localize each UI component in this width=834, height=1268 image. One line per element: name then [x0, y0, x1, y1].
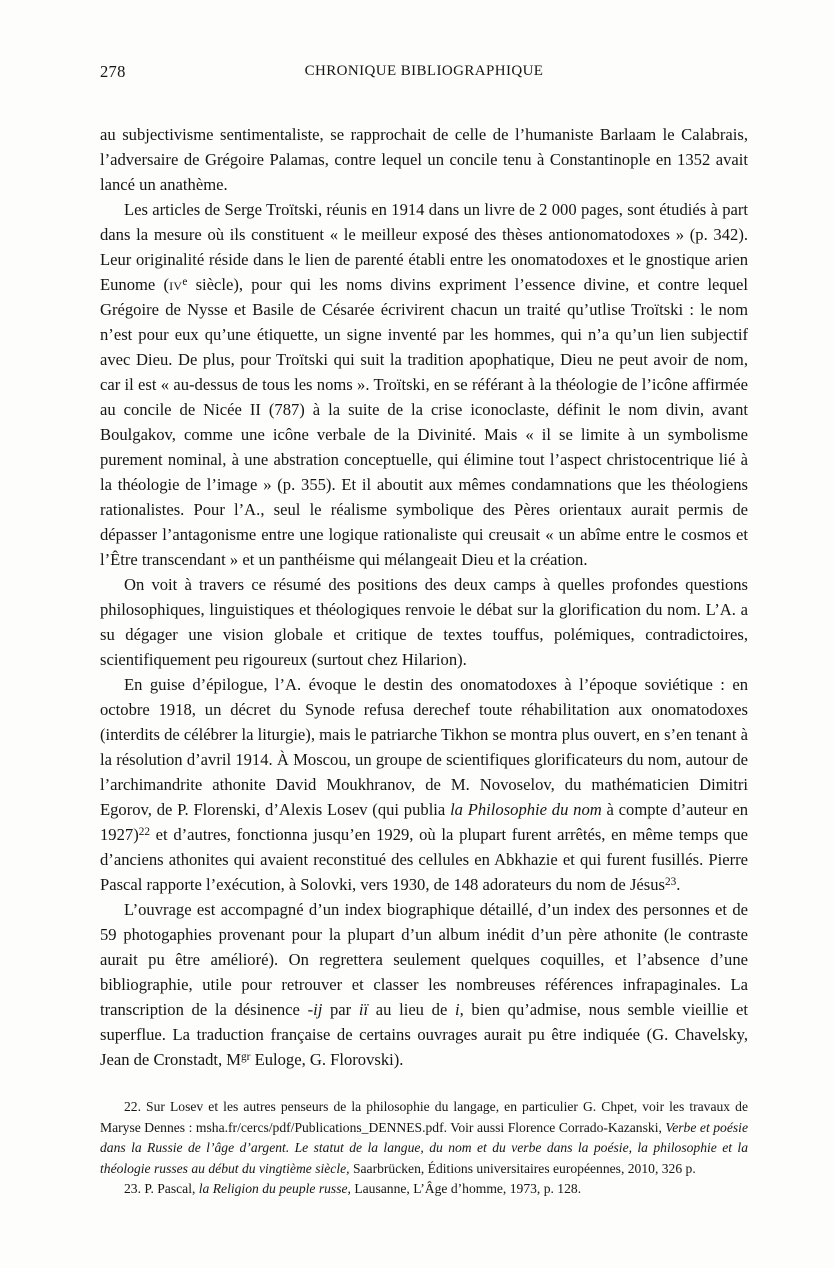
body-text — [100, 122, 748, 1072]
paragraph: Les articles de Serge Troïtski, réunis en 1914 dans un livre de 2 000 pages, sont étudiés à part dans la mesure où ils constituent « le meilleur exposé des thèses antionomatodoxes » (p. 342). Leur originalité réside dans le lien de parenté établi entre les onomatodoxes et le gnostique arien Eunome ($iv^e$ siècle), pour qui les noms divins expriment l’essence divine, et contre lequel Grégoire de Nysse et Basile de Césarée écrivirent chacun un traité qu’utlise Troïtski : le nom n’est pour eux qu’une étiquette, un signe inventé par les hommes, qui n’a qu’un lien subjectif avec Dieu. De plus, pour Troïtski qui suit la tradition apophatique, Dieu ne peut avoir de nom, car il est « au-dessus de tous les noms ». Troïtski, en se référant à la théologie de l’icône affirmée au concile de Nicée II (787) à la suite de la crise iconoclaste, définit le nom divin, avant Boulgakov, comme une icône verbale de la Divinité. Mais « il se limite à un symbolisme purement nominal, à une abstration conceptuelle, qui élimine tout l’aspect christocentrique lié à la théologie de l’image » (p. 355). Et il aboutit aux mêmes condamnations que les théologiens rationalistes. Pour l’A., seul le réalisme symbolique des Pères orientaux aurait permis de dépasser l’antagonisme entre une logique rationaliste qui creusait « un abîme entre le cosmos et l’Être transcendant » et un panthéisme qui mélangeait Dieu et la création. — [100, 200, 748, 569]
footnotes — [100, 1097, 748, 1200]
footnote: 22. Sur Losev et les autres penseurs de la philosophie du langage, en particulier G. Chpet, voir les travaux de Maryse Dennes : msha.fr/cercs/pdf/Publications_DENNES.pdf. Voir aussi Florence Corrado-Kazanski, Verbe et poésie dans la Russie de l’âge d’argent. Le statut de la langue, du nom et du verbe dans la poésie, la philosophie et la théologie russes au début du vingtième siècle, Saarbrücken, Éditions universitaires européennes, 2010, 326 p. — [100, 1099, 748, 1176]
paragraph: On voit à travers ce résumé des positions des deux camps à quelles profondes questions philosophiques, linguistiques et théologiques renvoie le débat sur la glorification du nom. L’A. a su dégager une vision globale et critique de textes touffus, polémiques, contradictoires, scientifiquement peu rigoureux (surtout chez Hilarion). — [100, 575, 748, 669]
running-title: CHRONIQUE BIBLIOGRAPHIQUE — [304, 63, 544, 79]
footnote: 23. P. Pascal, la Religion du peuple russe, Lausanne, L’Âge d’homme, 1973, p. 128. — [124, 1181, 582, 1196]
paragraph: L’ouvrage est accompagné d’un index biographique détaillé, d’un index des personnes et de 59 photogaphies provenant pour la plupart d’un album inédit d’un père athonite (le contraste aurait pu être amélioré). On regrettera seulement quelques coquilles, et l’absence d’une bibliographie, utile pour retrouver et classer les nombreuses références infrapaginales. La transcription de la désinence -ij par iï au lieu de i, bien qu’admise, nous semble vieillie et superflue. La traduction française de certains ouvrages aurait pu être indiquée (G. Chavelsky, Jean de Cronstadt, $M^{gr}$ Euloge, G. Florovski). — [100, 900, 748, 1069]
running-head — [100, 62, 748, 82]
page-number: 278 — [100, 62, 126, 81]
text-column — [100, 62, 748, 1200]
paragraph: En guise d’épilogue, l’A. évoque le destin des onomatodoxes à l’époque soviétique : en octobre 1918, un décret du Synode refusa derechef toute réhabilitation aux onomatodoxes (interdits de célébrer la liturgie), mais le patriarche Tikhon se montra plus ouvert, en s’en tenant à la résolution d’avril 1914. À Moscou, un groupe de scientifiques glorificateurs du nom, autour de l’archimandrite athonite David Moukhranov, de M. Novoselov, du mathématicien Dimitri Egorov, de P. Florenski, d’Alexis Losev (qui publia la Philosophie du nom à compte d’auteur en 1927)$^{22}$ et d’autres, fonctionna jusqu’en 1929, où la plupart furent arrêtés, en même temps que d’anciens athonites qui avaient reconstitué des cellules en Abkhazie et qui furent fusillés. Pierre Pascal rapporte l’exécution, à Solovki, vers 1930, de 148 adorateurs du nom de Jésus$^{23}$. — [100, 675, 748, 894]
paragraph: au subjectivisme sentimentaliste, se rapprochait de celle de l’humaniste Barlaam le Calabrais, l’adversaire de Grégoire Palamas, contre lequel un concile tenu à Constantinople en 1352 avait lancé un anathème. — [100, 125, 748, 194]
